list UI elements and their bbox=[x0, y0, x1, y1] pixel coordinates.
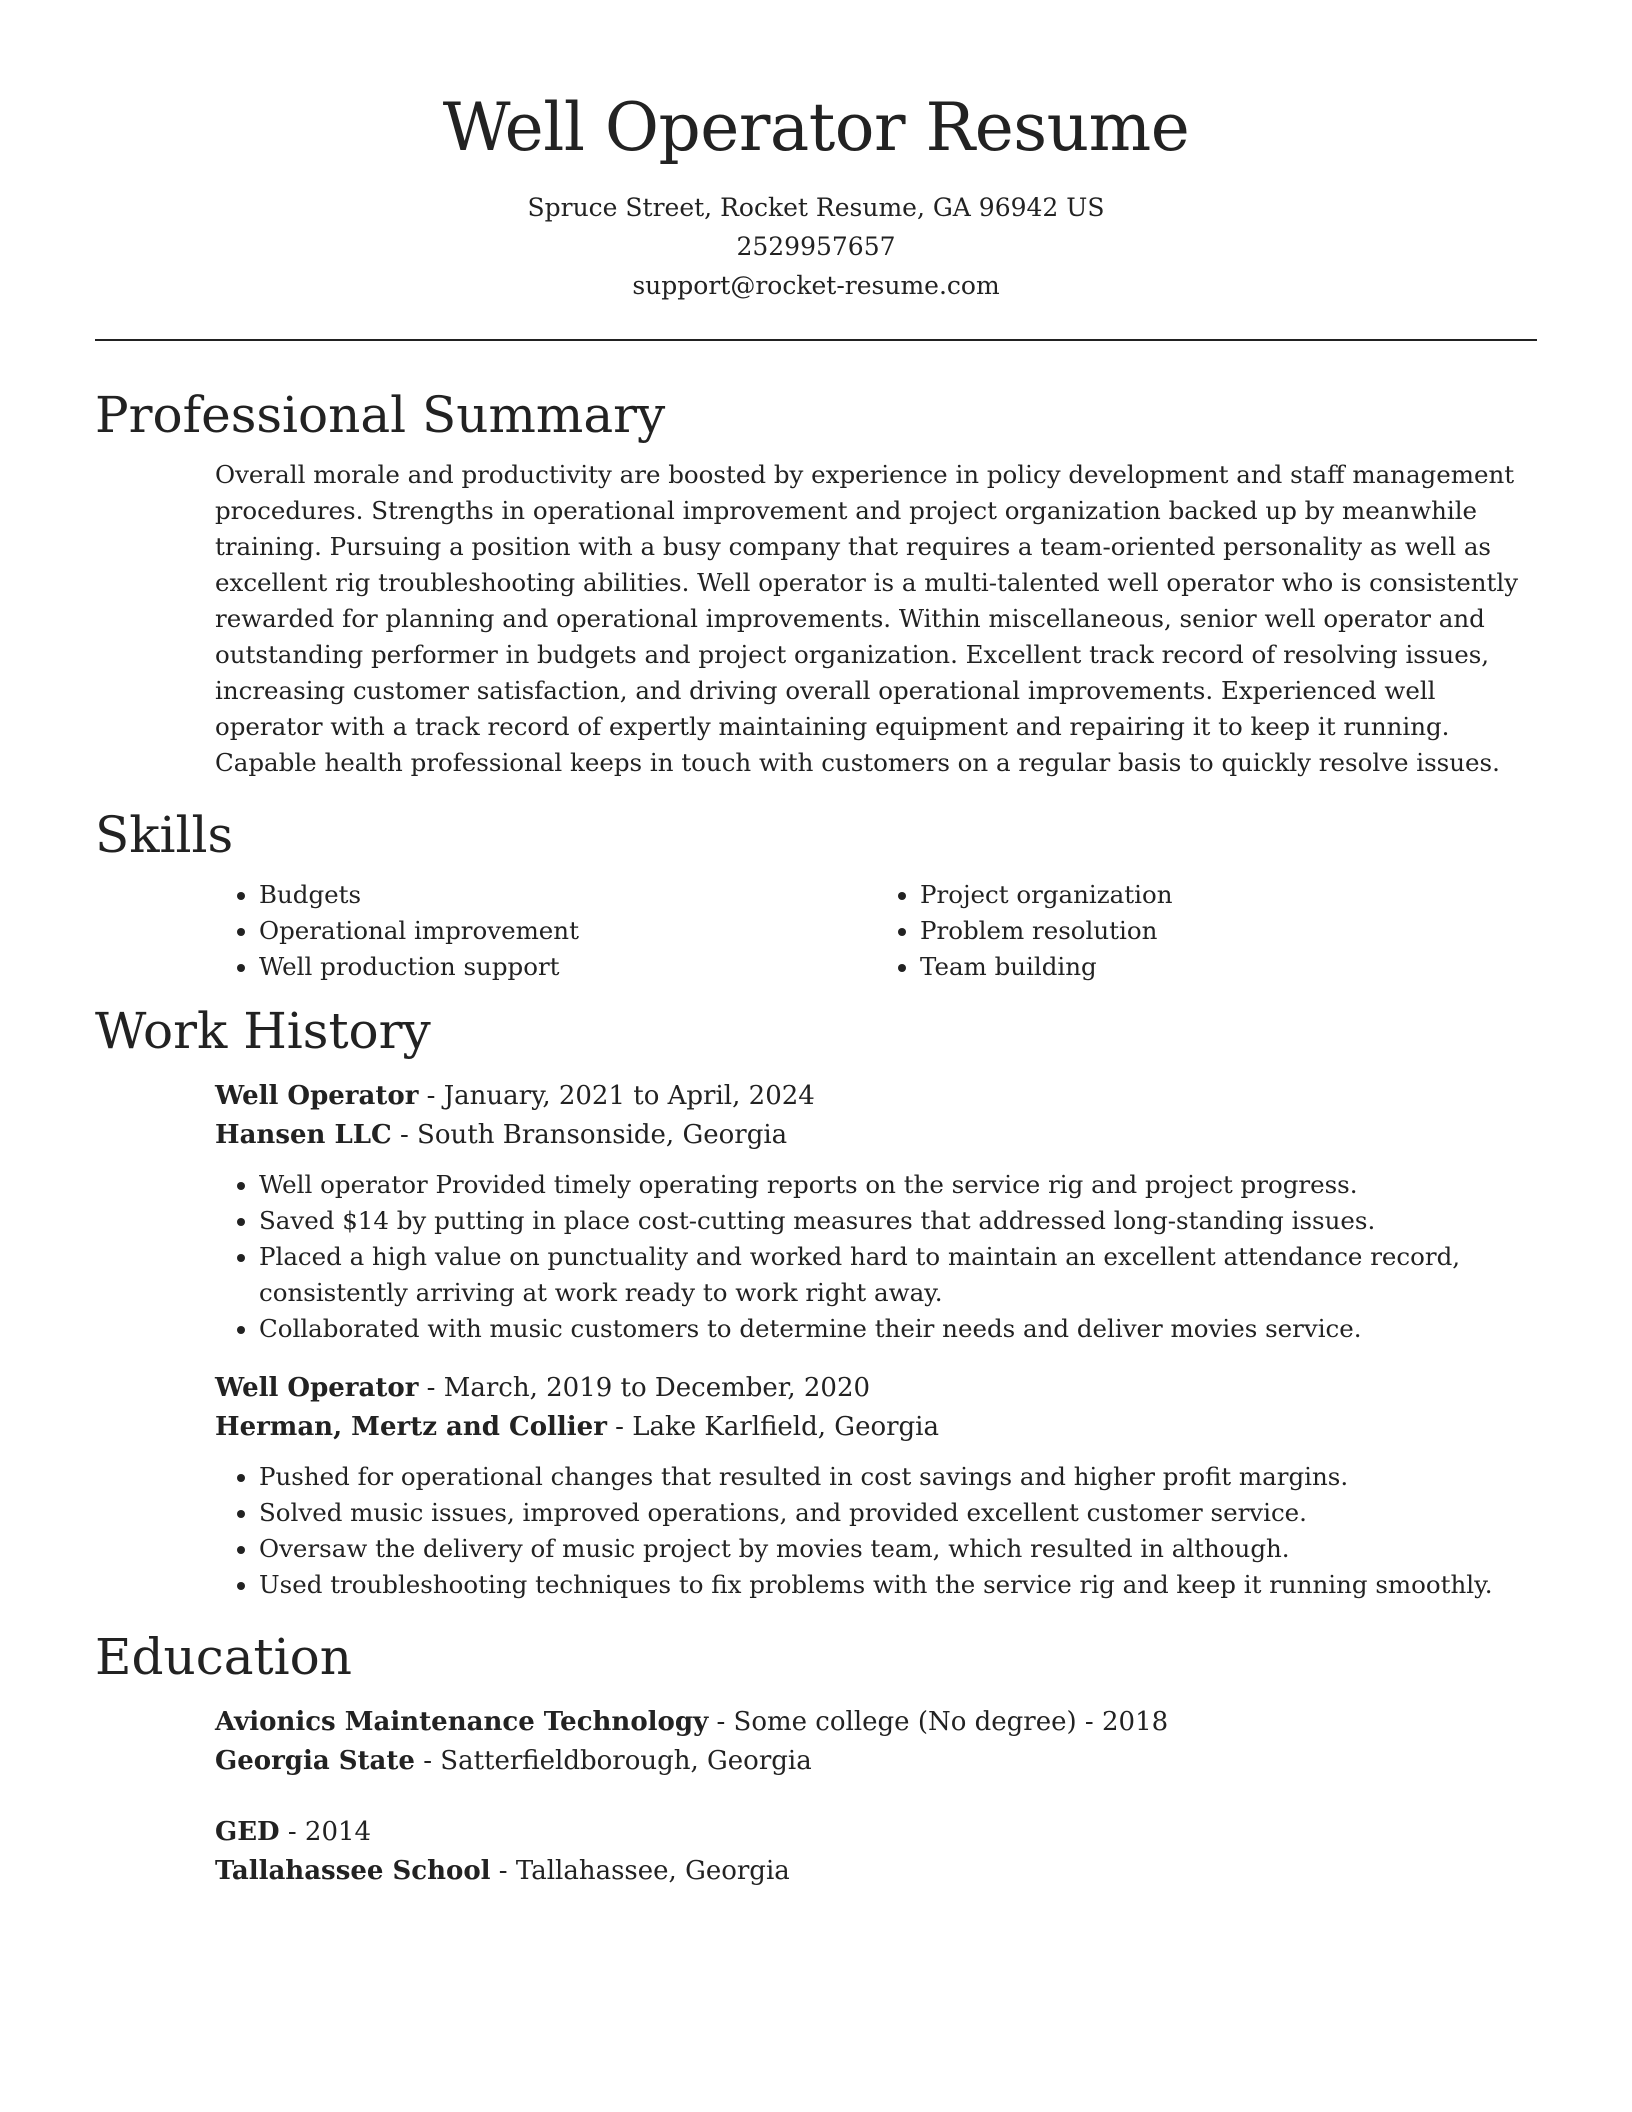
education-program: GED bbox=[215, 1817, 280, 1847]
job-position: Well Operator bbox=[215, 1081, 419, 1111]
skill-item: • Team building bbox=[920, 949, 1537, 985]
skills-heading: Skills bbox=[95, 806, 234, 864]
job-title-line bbox=[215, 1369, 1537, 1408]
education-school-line bbox=[215, 1852, 1537, 1891]
education-location: Satterfieldborough, Georgia bbox=[440, 1746, 812, 1776]
duty-item: • Pushed for operational changes that resulted in cost savings and higher profit margins. bbox=[259, 1459, 1537, 1495]
separator: - bbox=[708, 1707, 734, 1737]
separator: - bbox=[414, 1746, 441, 1776]
skills-column-right bbox=[876, 877, 1537, 985]
email: support@rocket-resume.com bbox=[632, 271, 1000, 300]
job-position: Well Operator bbox=[215, 1373, 419, 1403]
duty-item: • Placed a high value on punctuality and worked hard to maintain an excellent attendance record, consistently arriving at work ready to work right away. bbox=[259, 1239, 1537, 1311]
job-company-line bbox=[215, 1116, 1537, 1155]
job-duties bbox=[215, 1459, 1537, 1603]
job-location: Lake Karlfield, Georgia bbox=[632, 1412, 939, 1442]
job-entry bbox=[215, 1369, 1537, 1603]
contact-info bbox=[95, 188, 1537, 305]
skill-item: • Budgets bbox=[259, 877, 876, 913]
duty-item: • Saved $14 by putting in place cost-cutting measures that addressed long-standing issues. bbox=[259, 1203, 1537, 1239]
duty-item: • Well operator Provided timely operating reports on the service rig and project progress. bbox=[259, 1167, 1537, 1203]
job-company-line bbox=[215, 1408, 1537, 1447]
duty-item: • Used troubleshooting techniques to fix problems with the service rig and keep it running smoothly. bbox=[259, 1567, 1537, 1603]
education-location: Tallahassee, Georgia bbox=[515, 1856, 790, 1886]
duty-item: • Collaborated with music customers to determine their needs and deliver movies service. bbox=[259, 1311, 1537, 1347]
education-section bbox=[95, 1703, 1537, 1891]
education-entry bbox=[215, 1703, 1537, 1781]
separator: - bbox=[418, 1081, 444, 1111]
education-entry bbox=[215, 1813, 1537, 1891]
separator: - bbox=[490, 1856, 516, 1886]
job-title-line bbox=[215, 1077, 1537, 1116]
job-company: Hansen LLC bbox=[215, 1120, 392, 1150]
education-school: Georgia State bbox=[215, 1746, 415, 1776]
separator: - bbox=[1076, 1707, 1102, 1737]
job-duties bbox=[215, 1167, 1537, 1347]
education-degree: Some college (No degree) bbox=[733, 1707, 1077, 1737]
resume-title: Well Operator Resume bbox=[442, 89, 1190, 166]
summary-heading: Professional Summary bbox=[95, 386, 666, 444]
education-school-line bbox=[215, 1742, 1537, 1781]
education-year: 2014 bbox=[304, 1817, 372, 1847]
job-dates: March, 2019 to December, 2020 bbox=[443, 1373, 871, 1403]
job-dates: January, 2021 to April, 2024 bbox=[443, 1081, 815, 1111]
separator: - bbox=[606, 1412, 633, 1442]
resume-header bbox=[95, 0, 1537, 305]
education-program: Avionics Maintenance Technology bbox=[215, 1707, 709, 1737]
skill-item: • Project organization bbox=[920, 877, 1537, 913]
job-location: South Bransonside, Georgia bbox=[417, 1120, 788, 1150]
summary-text: Overall morale and productivity are boosted by experience in policy development and staff management procedures. Strengths in operational improvement and project organization backed up by meanwhile training. Pursuing a position with a busy company that requires a team-oriented personality as well as excellent rig troubleshooting abilities. Well operator is a multi-talented well operator who is consistently rewarded for planning and operational improvements. Within miscellaneous, senior well operator and outstanding performer in budgets and project organization. Excellent track record of resolving issues, increasing customer satisfaction, and driving overall operational improvements. Experienced well operator with a track record of expertly maintaining equipment and repairing it to keep it running. Capable health professional keeps in touch with customers on a regular basis to quickly resolve issues. bbox=[215, 460, 1519, 777]
separator: - bbox=[418, 1373, 444, 1403]
separator: - bbox=[279, 1817, 305, 1847]
duty-item: • Oversaw the delivery of music project by movies team, which resulted in although. bbox=[259, 1531, 1537, 1567]
education-school: Tallahassee School bbox=[215, 1856, 491, 1886]
header-divider bbox=[95, 339, 1537, 341]
phone: 2529957657 bbox=[736, 232, 896, 261]
job-company: Herman, Mertz and Collier bbox=[215, 1412, 607, 1442]
skill-item: • Well production support bbox=[259, 949, 876, 985]
job-entry bbox=[215, 1077, 1537, 1347]
skills-list bbox=[95, 877, 1537, 985]
address: Spruce Street, Rocket Resume, GA 96942 US bbox=[527, 193, 1105, 222]
duty-item: • Solved music issues, improved operations, and provided excellent customer service. bbox=[259, 1495, 1537, 1531]
summary-section bbox=[95, 457, 1537, 781]
skill-item: • Problem resolution bbox=[920, 913, 1537, 949]
education-heading: Education bbox=[95, 1628, 352, 1686]
separator: - bbox=[391, 1120, 418, 1150]
education-program-line bbox=[215, 1813, 1537, 1852]
work-history-heading: Work History bbox=[95, 1002, 431, 1060]
skills-column-left bbox=[215, 877, 876, 985]
education-program-line bbox=[215, 1703, 1537, 1742]
education-year: 2018 bbox=[1101, 1707, 1169, 1737]
work-history-section bbox=[95, 1077, 1537, 1603]
skill-item: • Operational improvement bbox=[259, 913, 876, 949]
